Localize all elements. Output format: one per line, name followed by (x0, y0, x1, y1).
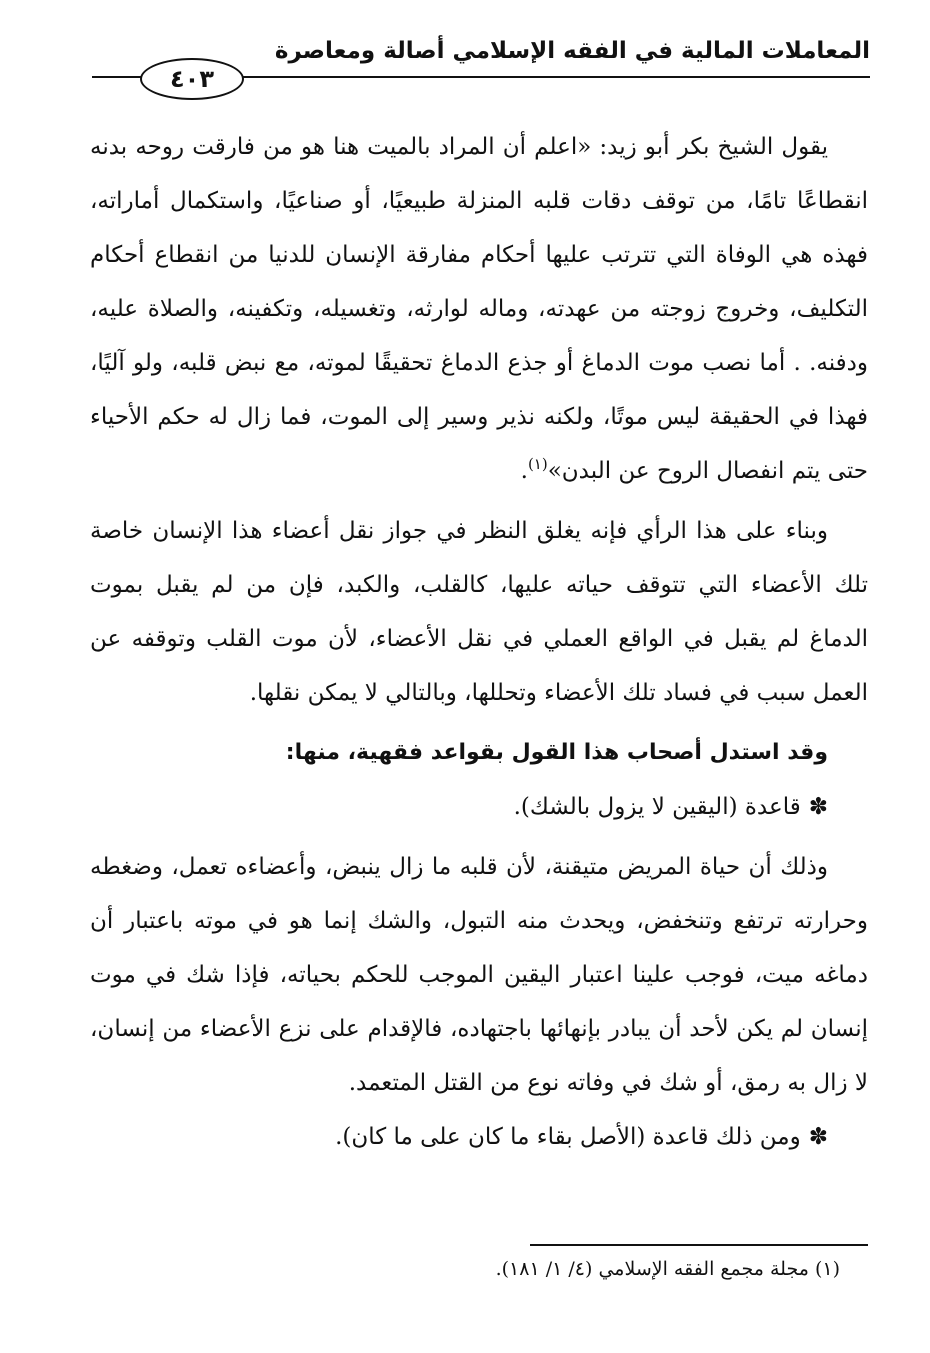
footnote-divider (530, 1244, 868, 1246)
asterisk-icon: ✽ (808, 794, 828, 820)
rule-item-label: قاعدة (اليقين لا يزول بالشك). (513, 794, 801, 820)
asterisk-icon: ✽ (808, 1124, 828, 1150)
rule-item-continuity (90, 1110, 868, 1164)
quote-text: يقول الشيخ بكر أبو زيد: «اعلم أن المراد بالميت هنا هو من فارقت روحه بدنه انقطاعًا تامًا، من توقف دقات قلبه المنزلة طبيعيًا، أو صناعيًا، واستكمال أماراته، فهذه هي الوفاة التي تترتب عليها أحكام مفارقة الإنسان للدنيا من انقطاع أحكام التكليف، وخروج زوجته من عهدته، وماله لوارثه، وتغسيله، وتكفينه، والصلاة عليه، ودفنه. . أما نصب موت الدماغ أو جذع الدماغ تحقيقًا لموته، مع نبض قلبه، ولو آليًا، فهذا في الحقيقة ليس موتًا، ولكنه نذير وسير إلى الموت، فما زال له حكم الأحياء حتى يتم انفصال الروح عن البدن» (90, 134, 868, 484)
section-heading: وقد استدل أصحاب هذا القول بقواعد فقهية، منها: (285, 740, 828, 765)
running-header-title: المعاملات المالية في الفقه الإسلامي أصالة ومعاصرة (274, 38, 870, 64)
paragraph-consequence: وبناء على هذا الرأي فإنه يغلق النظر في جواز نقل أعضاء هذا الإنسان خاصة تلك الأعضاء التي تتوقف حياته عليها، كالقلب، والكبد، فإن من لم يقبل بموت الدماغ لم يقبل في الواقع العملي في نقل الأعضاء، لأن موت القلب وتوقفه عن العمل سبب في فساد تلك الأعضاء وتحللها، وبالتالي لا يمكن نقلها. (90, 518, 868, 706)
paragraph-quote (90, 120, 868, 498)
footnote-ref: (١) (527, 455, 548, 473)
rule-item-label: ومن ذلك قاعدة (الأصل بقاء ما كان على ما كان). (335, 1124, 801, 1150)
main-text (90, 120, 868, 1164)
paragraph-explanation: وذلك أن حياة المريض متيقنة، لأن قلبه ما زال ينبض، وأعضاءه تعمل، وضغطه وحرارته ترتفع وتنخفض، ويحدث منه التبول، والشك إنما هو في موته باعتبار أن دماغه ميت، فوجب علينا اعتبار اليقين الموجب للحكم بحياته، فإذا شك في موت إنسان لم يكن لأحد أن يبادر بإنهائها باجتهاده، فالإقدام على نزع الأعضاء من إنسان، لا زال به رمق، أو شك في وفاته نوع من القتل المتعمد. (90, 854, 868, 1096)
footnote: (١) مجلة مجمع الفقه الإسلامي (٤/ ١/ ١٨١). (495, 1258, 840, 1280)
quote-end-period: . (520, 458, 528, 484)
rule-item-certainty (90, 780, 868, 834)
page-number-badge: ٤٠٣ (140, 58, 244, 100)
